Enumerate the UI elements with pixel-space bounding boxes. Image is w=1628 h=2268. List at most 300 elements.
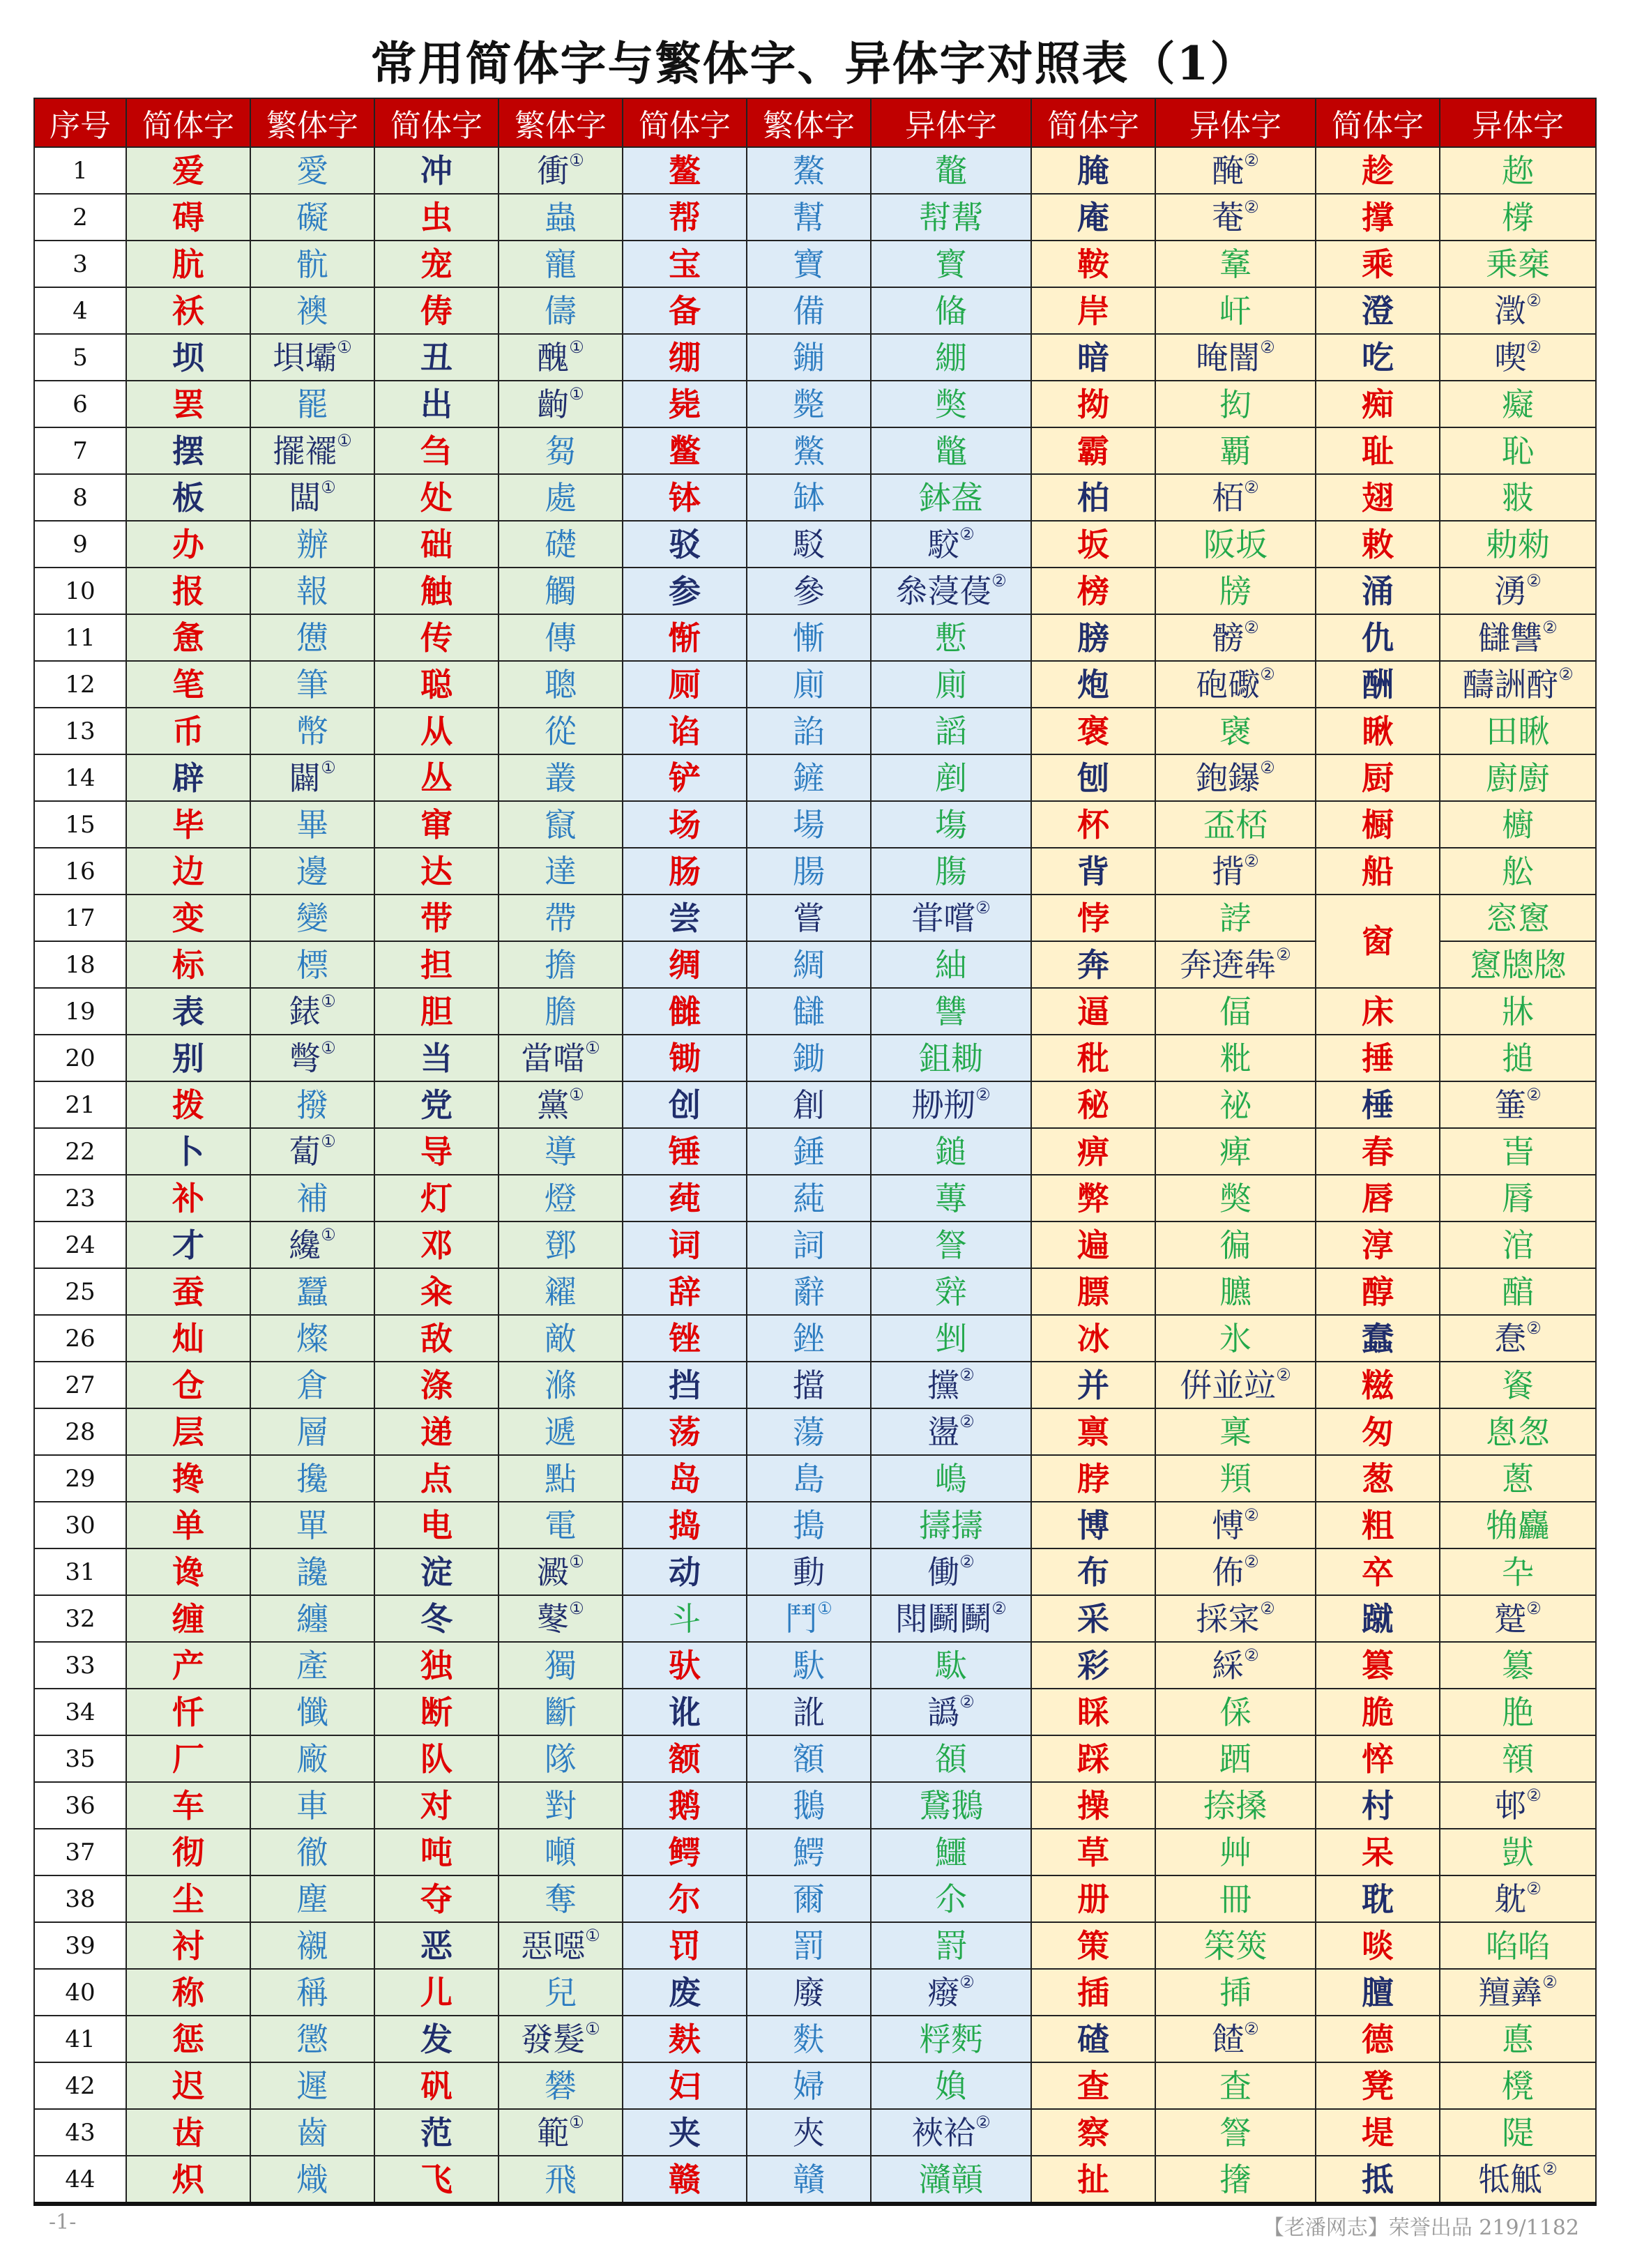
character-text: 毙	[669, 385, 701, 423]
character-cell	[623, 1782, 747, 1829]
character-text: 耽	[1362, 1880, 1394, 1918]
character-text: 寳	[935, 245, 967, 283]
row-number: 39	[34, 1922, 126, 1969]
character-text: 島	[793, 1459, 825, 1498]
character-text: 当	[420, 1039, 452, 1077]
character-text: 醻詶酧	[1462, 665, 1559, 703]
footnote-marker: ①	[321, 757, 336, 777]
character-cell	[871, 1735, 1031, 1782]
character-cell	[623, 941, 747, 988]
character-cell	[250, 1035, 374, 1081]
character-text: 痹	[1077, 1132, 1109, 1171]
character-cell	[1155, 1408, 1316, 1455]
character-text: 榜	[1077, 572, 1109, 610]
footnote-marker: ②	[975, 2112, 991, 2132]
character-cell	[1440, 988, 1596, 1035]
character-text: 惭	[669, 618, 701, 657]
character-cell	[374, 2109, 499, 2156]
character-text: 莼	[669, 1179, 701, 1217]
character-cell	[1316, 801, 1440, 848]
character-cell	[1155, 2016, 1316, 2062]
character-cell	[374, 2016, 499, 2062]
character-cell	[747, 334, 871, 381]
character-text: 篡	[1362, 1646, 1394, 1684]
character-text: 紬	[935, 945, 967, 984]
column-header: 简体字	[1031, 98, 1155, 147]
character-text: 灨贑	[919, 2160, 983, 2198]
character-text: 堤	[1362, 2113, 1394, 2152]
character-text: 愽	[1212, 1506, 1245, 1544]
character-text: 队	[420, 1740, 452, 1778]
character-text: 瞅	[1362, 712, 1394, 750]
character-text: 电	[420, 1506, 452, 1544]
character-cell	[250, 1689, 374, 1735]
character-cell	[1316, 1642, 1440, 1689]
table-row	[34, 2109, 1596, 2156]
character-cell	[1440, 568, 1596, 614]
character-cell	[1440, 287, 1596, 334]
character-cell	[747, 287, 871, 334]
character-cell	[871, 1035, 1031, 1081]
table-row	[34, 1735, 1596, 1782]
character-cell	[1155, 1081, 1316, 1128]
character-text: 廚廚	[1486, 759, 1550, 797]
character-text: 船	[1362, 852, 1394, 890]
character-text: 发	[420, 2020, 452, 2058]
character-text: 纏	[296, 1599, 328, 1638]
character-text: 碴	[1077, 2020, 1109, 2058]
character-text: 肮	[172, 245, 204, 283]
character-cell	[1031, 1315, 1155, 1362]
character-cell	[623, 381, 747, 427]
character-text: 氷	[1219, 1319, 1252, 1357]
character-text: 躭	[1494, 1880, 1527, 1918]
character-text: 额	[669, 1740, 701, 1778]
character-cell	[250, 1642, 374, 1689]
character-text: 膽	[545, 992, 577, 1030]
character-cell	[747, 1502, 871, 1548]
character-text: 餷	[1212, 2020, 1245, 2058]
row-number: 16	[34, 848, 126, 895]
character-text: 背	[1077, 852, 1109, 890]
row-number: 2	[34, 194, 126, 241]
footnote-marker: ①	[585, 2018, 600, 2039]
character-text: 扯	[1077, 2160, 1109, 2198]
character-text: 頖	[1219, 1459, 1252, 1498]
character-cell	[623, 474, 747, 521]
character-text: 唇	[1362, 1179, 1394, 1217]
character-cell	[499, 194, 623, 241]
character-cell	[747, 1735, 871, 1782]
character-text: 粃	[1219, 1039, 1252, 1077]
character-cell	[747, 147, 871, 194]
character-cell	[747, 1922, 871, 1969]
character-cell	[250, 381, 374, 427]
character-text: 涤	[420, 1366, 452, 1404]
character-text: 鏰	[793, 338, 825, 376]
character-text: 垻壩	[273, 338, 337, 376]
character-text: 处	[420, 478, 452, 517]
character-text: 卆	[1502, 1553, 1534, 1591]
character-text: 达	[420, 852, 452, 890]
character-text: 乗椉	[1486, 245, 1550, 283]
character-cell	[374, 1875, 499, 1922]
character-cell	[1316, 708, 1440, 754]
character-cell	[1440, 941, 1596, 988]
character-text: 儿	[420, 1973, 452, 2011]
footnote-marker: ②	[959, 524, 975, 544]
table-row	[34, 1875, 1596, 1922]
character-text: 蠢	[1362, 1319, 1394, 1357]
character-cell	[374, 661, 499, 708]
character-cell	[250, 1408, 374, 1455]
character-text: 衝	[537, 151, 570, 190]
character-cell	[1440, 1922, 1596, 1969]
character-text: 筆	[296, 665, 328, 703]
character-text: 插	[1077, 1973, 1109, 2011]
character-text: 旾	[1502, 1132, 1534, 1171]
character-cell	[1031, 1782, 1155, 1829]
character-text: 触	[420, 572, 452, 610]
character-cell	[1031, 287, 1155, 334]
character-cell	[374, 1128, 499, 1175]
footnote-marker: ②	[1526, 1318, 1542, 1338]
footnote-marker: ①	[337, 337, 352, 357]
character-text: 谄	[669, 712, 701, 750]
character-cell	[374, 241, 499, 287]
table-row	[34, 1268, 1596, 1315]
character-cell	[250, 287, 374, 334]
character-text: 棰	[1362, 1086, 1394, 1124]
character-cell	[126, 661, 250, 708]
character-cell	[499, 568, 623, 614]
character-text: 誖	[1219, 899, 1252, 937]
character-text: 達	[545, 852, 577, 890]
character-text: 補	[296, 1179, 328, 1217]
character-cell	[1155, 568, 1316, 614]
character-cell	[1031, 848, 1155, 895]
character-cell	[1316, 1455, 1440, 1502]
character-cell	[374, 381, 499, 427]
character-cell	[623, 2109, 747, 2156]
character-cell	[871, 941, 1031, 988]
row-number: 42	[34, 2062, 126, 2109]
character-text: 襖	[296, 291, 328, 330]
character-cell	[1440, 2156, 1596, 2204]
character-cell	[871, 1268, 1031, 1315]
character-text: 脣	[1502, 1179, 1534, 1217]
footnote-marker: ①	[337, 430, 352, 450]
character-text: 霸	[1077, 432, 1109, 470]
character-text: 纔	[289, 1226, 321, 1264]
character-cell	[1031, 754, 1155, 801]
character-cell	[374, 287, 499, 334]
character-text: 襃	[1219, 712, 1252, 750]
character-cell	[374, 708, 499, 754]
footnote-marker: ②	[1526, 290, 1542, 310]
character-cell	[623, 1081, 747, 1128]
character-cell	[250, 427, 374, 474]
table-row	[34, 1175, 1596, 1221]
character-cell	[747, 427, 871, 474]
character-text: 仇	[1362, 618, 1394, 657]
character-text: 乘	[1362, 245, 1394, 283]
character-cell	[126, 1035, 250, 1081]
character-cell	[1316, 1362, 1440, 1408]
character-cell	[1440, 1221, 1596, 1268]
character-cell	[1031, 1642, 1155, 1689]
character-text: 鳄	[669, 1833, 701, 1871]
character-text: 隄	[1502, 2113, 1534, 2152]
character-cell	[1155, 521, 1316, 568]
character-text: 闆	[289, 478, 321, 517]
character-cell	[871, 1128, 1031, 1175]
character-cell	[623, 1408, 747, 1455]
character-text: 鳌	[669, 151, 701, 190]
character-text: 讒	[296, 1553, 328, 1591]
row-number: 11	[34, 614, 126, 661]
character-cell	[126, 1455, 250, 1502]
character-cell	[1440, 147, 1596, 194]
row-number: 18	[34, 941, 126, 988]
character-text: 德	[1362, 2020, 1394, 2058]
character-cell	[250, 754, 374, 801]
character-cell	[499, 381, 623, 427]
character-text: 啗啗	[1486, 1926, 1550, 1965]
character-cell	[1155, 2156, 1316, 2204]
character-text: 参	[669, 572, 701, 610]
character-cell	[126, 1128, 250, 1175]
table-row	[34, 988, 1596, 1035]
character-cell	[1031, 1735, 1155, 1782]
table-row	[34, 895, 1596, 941]
character-cell	[623, 1502, 747, 1548]
character-text: 勅勑	[1486, 525, 1550, 563]
character-text: 岛	[669, 1459, 701, 1498]
character-cell	[1155, 1548, 1316, 1595]
column-header: 简体字	[374, 98, 499, 147]
character-text: 办	[172, 525, 204, 563]
character-cell	[250, 1782, 374, 1829]
character-cell	[623, 1642, 747, 1689]
character-text: 襯	[296, 1926, 328, 1965]
column-header: 繁体字	[250, 98, 374, 147]
character-text: 額	[793, 1740, 825, 1778]
row-number: 21	[34, 1081, 126, 1128]
character-cell	[623, 1315, 747, 1362]
character-cell	[126, 1922, 250, 1969]
character-text: 出	[420, 385, 452, 423]
character-cell	[1031, 1408, 1155, 1455]
character-cell	[747, 848, 871, 895]
character-text: 吃	[1362, 338, 1394, 376]
character-text: 奔	[1077, 945, 1109, 984]
footnote-marker: ①	[569, 383, 584, 404]
character-cell	[250, 2016, 374, 2062]
character-cell	[623, 895, 747, 941]
character-cell	[1316, 988, 1440, 1035]
character-text: 譌	[927, 1693, 960, 1731]
character-cell	[1440, 1035, 1596, 1081]
character-cell	[1155, 988, 1316, 1035]
character-cell	[499, 1735, 623, 1782]
character-cell	[250, 1221, 374, 1268]
character-text: 諂	[793, 712, 825, 750]
character-text: 床	[1362, 992, 1394, 1030]
character-cell	[499, 1081, 623, 1128]
table-row	[34, 1782, 1596, 1829]
character-text: 春	[1362, 1132, 1394, 1171]
character-text: 變	[296, 899, 328, 937]
character-text: 鰐	[793, 1833, 825, 1871]
character-cell	[499, 801, 623, 848]
character-cell	[499, 754, 623, 801]
character-cell	[623, 801, 747, 848]
table-row	[34, 474, 1596, 521]
character-cell	[871, 194, 1031, 241]
character-text: 阪坂	[1203, 525, 1268, 563]
character-cell	[1440, 1969, 1596, 2016]
character-cell	[1316, 1829, 1440, 1875]
character-text: 羶羴	[1478, 1973, 1543, 2011]
character-cell	[1031, 1035, 1155, 1081]
character-cell	[1316, 848, 1440, 895]
row-number: 33	[34, 1642, 126, 1689]
character-cell	[374, 895, 499, 941]
character-cell	[747, 1595, 871, 1642]
character-text: 悳	[1502, 2020, 1534, 2058]
character-text: 奪	[545, 1880, 577, 1918]
character-cell	[747, 1455, 871, 1502]
character-text: 绸	[669, 945, 701, 984]
character-text: 牓	[1219, 572, 1252, 610]
character-cell	[250, 521, 374, 568]
character-text: 綢	[793, 945, 825, 984]
character-text: 讎讐	[1478, 618, 1543, 657]
footnote-marker: ②	[1244, 477, 1259, 497]
character-text: 单	[172, 1506, 204, 1544]
character-text: 卒	[1362, 1553, 1394, 1591]
column-header: 简体字	[1316, 98, 1440, 147]
character-cell	[126, 895, 250, 941]
character-text: 并	[1077, 1366, 1109, 1404]
character-text: 倸	[1219, 1693, 1252, 1731]
character-cell	[747, 2062, 871, 2109]
character-text: 宝	[669, 245, 701, 283]
footnote-marker: ②	[1260, 1598, 1275, 1618]
character-cell	[374, 848, 499, 895]
character-text: 骯	[296, 245, 328, 283]
footnote-marker: ②	[1244, 851, 1259, 871]
row-number: 35	[34, 1735, 126, 1782]
character-cell	[250, 801, 374, 848]
character-text: 称	[172, 1973, 204, 2011]
character-text: 鼇	[935, 151, 967, 190]
character-text: 灿	[172, 1319, 204, 1357]
character-cell	[1155, 1315, 1316, 1362]
character-text: 艸	[1219, 1833, 1252, 1871]
row-number: 30	[34, 1502, 126, 1548]
character-cell	[499, 1268, 623, 1315]
character-text: 胆	[420, 992, 452, 1030]
character-text: 涫	[1502, 1226, 1534, 1264]
character-cell	[747, 1221, 871, 1268]
table-row	[34, 661, 1596, 708]
character-cell	[1155, 1642, 1316, 1689]
character-cell	[374, 521, 499, 568]
table-row	[34, 708, 1596, 754]
character-text: 鰲	[793, 151, 825, 190]
character-cell	[499, 614, 623, 661]
character-text: 遍	[1077, 1226, 1109, 1264]
character-text: 晻闇	[1196, 338, 1261, 376]
footnote-marker: ①	[321, 1224, 336, 1245]
table-row	[34, 287, 1596, 334]
character-cell	[871, 1175, 1031, 1221]
character-cell	[1031, 941, 1155, 988]
character-text: 点	[420, 1459, 452, 1498]
character-cell	[1440, 1268, 1596, 1315]
character-text: 谗	[172, 1553, 204, 1591]
character-cell	[871, 241, 1031, 287]
character-cell	[1440, 1548, 1596, 1595]
character-text: 才	[172, 1226, 204, 1264]
character-cell	[499, 427, 623, 474]
character-text: 發髮	[521, 2020, 586, 2058]
footnote-marker: ②	[1244, 197, 1259, 217]
character-cell	[1440, 614, 1596, 661]
character-cell	[126, 1315, 250, 1362]
character-text: 惩	[172, 2020, 204, 2058]
character-text: 綳	[935, 338, 967, 376]
character-text: 悖	[1077, 899, 1109, 937]
character-text: 詧	[1219, 2113, 1252, 2152]
character-cell	[499, 1502, 623, 1548]
character-text: 党	[420, 1086, 452, 1124]
character-cell	[374, 1829, 499, 1875]
footnote-marker: ①	[569, 1551, 584, 1571]
character-text: 踩	[1077, 1740, 1109, 1778]
character-cell	[1031, 568, 1155, 614]
character-text: 报	[172, 572, 204, 610]
character-cell	[1440, 1782, 1596, 1829]
character-cell	[499, 1689, 623, 1735]
character-text: 耻	[1362, 432, 1394, 470]
character-text: 尘	[172, 1880, 204, 1918]
character-cell	[623, 194, 747, 241]
character-text: 舩	[1502, 852, 1534, 890]
character-text: 趂	[1502, 151, 1534, 190]
character-text: 膻	[1362, 1973, 1394, 2011]
character-cell	[250, 1081, 374, 1128]
table-row	[34, 614, 1596, 661]
character-text: 鄧	[545, 1226, 577, 1264]
character-cell	[1031, 1829, 1155, 1875]
character-cell	[1155, 848, 1316, 895]
character-text: 敕	[1362, 525, 1394, 563]
character-text: 钵	[669, 478, 701, 517]
character-cell	[1316, 1502, 1440, 1548]
character-cell	[1440, 754, 1596, 801]
character-cell	[1440, 1595, 1596, 1642]
character-text: 栢	[1212, 478, 1245, 517]
character-text: 表	[172, 992, 204, 1030]
character-cell	[623, 2156, 747, 2204]
character-text: 點	[545, 1459, 577, 1498]
character-text: 拨	[172, 1086, 204, 1124]
footnote-marker: ②	[1526, 1598, 1542, 1618]
character-text: 塲	[935, 805, 967, 844]
